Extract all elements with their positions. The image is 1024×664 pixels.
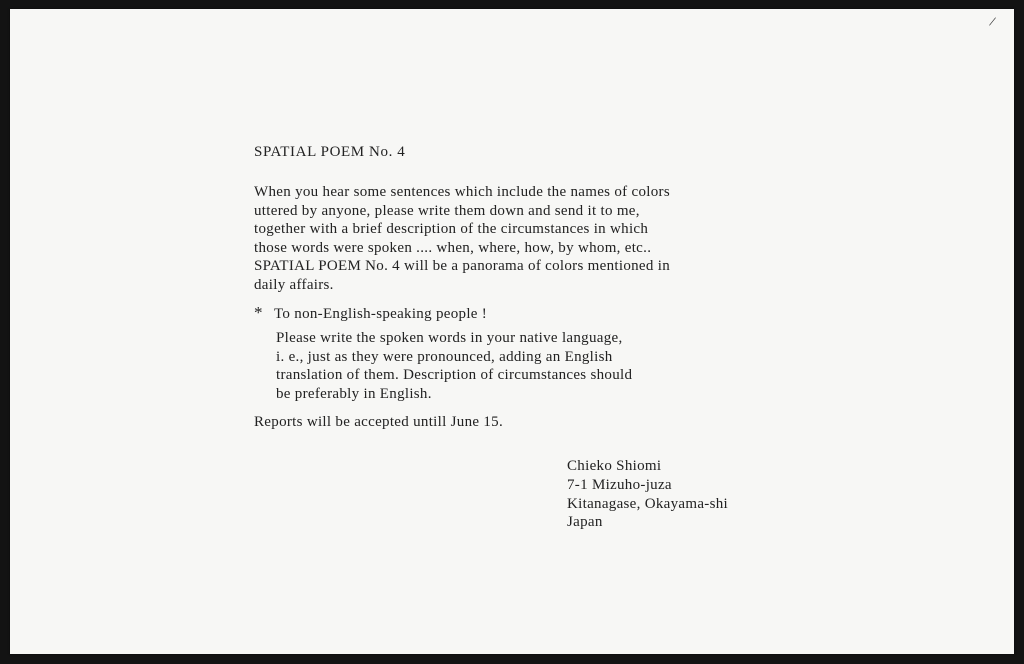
body-paragraph — [254, 183, 774, 295]
note-paragraph — [276, 329, 746, 403]
note-heading-text: To non-English-speaking people ! — [274, 306, 488, 322]
sender-address — [567, 457, 728, 532]
body-line: When you hear some sentences which include the names of colors — [254, 184, 670, 200]
paper-sheet — [10, 9, 1014, 654]
body-line: SPATIAL POEM No. 4 will be a panorama of colors mentioned in — [254, 258, 671, 275]
address-line: Chieko Shiomi — [567, 458, 662, 474]
note-line: be preferably in English. — [276, 385, 432, 402]
deadline-text: Reports will be accepted untill June 15. — [254, 414, 504, 430]
corner-pencil-mark: / — [987, 14, 997, 31]
body-line: those words were spoken .... when, where, how, by whom, etc.. — [254, 239, 652, 256]
address-line: Kitanagase, Okayama-shi — [567, 495, 729, 512]
address-line: Japan — [567, 514, 603, 531]
note-line: translation of them. Description of circumstances should — [276, 367, 633, 384]
note-line: i. e., just as they were pronounced, adding an English — [276, 348, 613, 365]
note-heading — [254, 303, 487, 324]
note-line: Please write the spoken words in your native language, — [276, 330, 623, 346]
body-line: together with a brief description of the circumstances in which — [254, 221, 649, 238]
body-line: daily affairs. — [254, 276, 334, 293]
asterisk-icon: * — [254, 303, 263, 322]
document — [10, 9, 1014, 654]
body-line: uttered by anyone, please write them down and send it to me, — [254, 202, 640, 219]
address-line: 7-1 Mizuho-juza — [567, 476, 672, 493]
document-title: SPATIAL POEM No. 4 — [254, 144, 406, 160]
